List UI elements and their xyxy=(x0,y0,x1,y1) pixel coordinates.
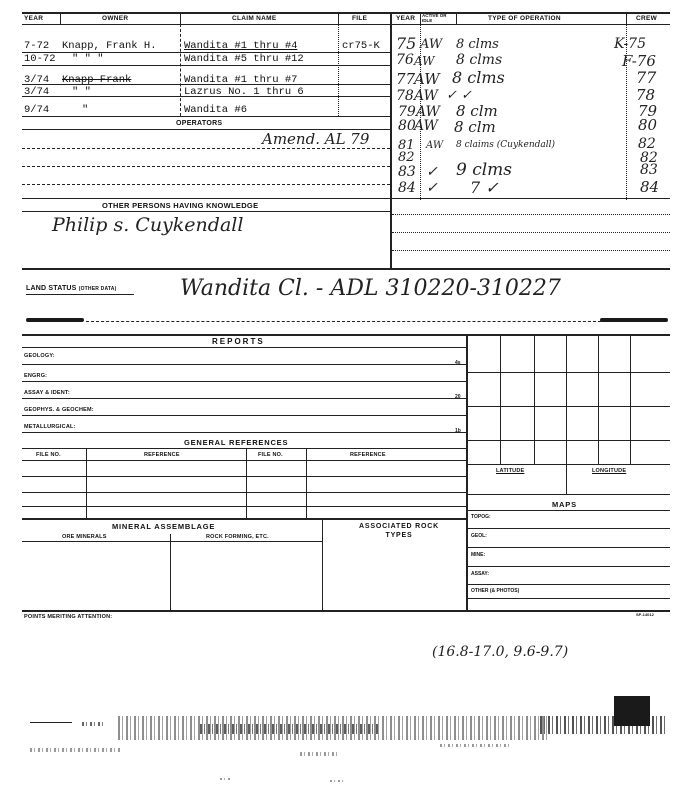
operators-label: OPERATORS xyxy=(176,120,223,127)
claim-year: 9/74 xyxy=(24,104,50,116)
land-status-label xyxy=(26,285,116,292)
op-year: 84 xyxy=(398,180,416,196)
claim-name: Wandita #1 thru #4 xyxy=(184,40,298,52)
latitude-label: LATITUDE xyxy=(496,468,525,474)
land-status-title: LAND STATUS xyxy=(26,285,77,292)
header-active-idle: ACTIVE OR IDLE xyxy=(422,13,447,23)
header-year-2: YEAR xyxy=(396,15,416,22)
op-crew: F-76 xyxy=(622,52,656,70)
maps-title: MAPS xyxy=(552,500,577,509)
op-crew: K-75 xyxy=(614,36,646,52)
claim-owner: Knapp, Frank H. xyxy=(62,40,157,52)
coordinates-note: (16.8-17.0, 9.6-9.7) xyxy=(432,644,569,660)
op-status: AW xyxy=(414,70,440,88)
op-year: 75 xyxy=(396,34,417,53)
map-item: GEOL: xyxy=(471,533,487,539)
op-type: 9 clms xyxy=(456,160,513,180)
claim-owner: " " xyxy=(72,86,91,98)
report-label: ENGRG: xyxy=(24,373,48,379)
other-persons-label: OTHER PERSONS HAVING KNOWLEDGE xyxy=(102,201,259,210)
op-crew: 82 xyxy=(638,136,656,152)
op-type: 8 clms xyxy=(456,52,503,68)
ore-minerals: ORE MINERALS xyxy=(62,534,107,540)
header-crew: CREW xyxy=(636,15,658,22)
op-status: ✓ xyxy=(426,180,438,196)
op-crew: 84 xyxy=(640,178,660,196)
operators-value: Amend. AL 79 xyxy=(262,130,370,148)
map-item: ASSAY: xyxy=(471,571,490,577)
land-status-value: Wandita Cl. - ADL 310220-310227 xyxy=(180,276,561,301)
report-num: 1b xyxy=(455,428,461,434)
claim-name: Wandita #6 xyxy=(184,104,248,116)
op-status: AW xyxy=(414,88,438,104)
op-crew: 77 xyxy=(636,68,657,87)
map-item: TOPOG: xyxy=(471,514,491,520)
form-code: SP-14012 xyxy=(636,612,654,617)
gr-reference-2: REFERENCE xyxy=(350,452,386,458)
op-year: 82 xyxy=(398,150,415,165)
report-label: GEOPHYS. & GEOCHEM: xyxy=(24,407,94,413)
header-year: YEAR xyxy=(24,15,44,22)
op-type: 8 clms xyxy=(452,68,505,87)
other-persons-value: Philip s. Cuykendall xyxy=(52,214,244,236)
redaction-mark xyxy=(26,318,84,322)
report-label: ASSAY & IDENT: xyxy=(24,390,70,396)
map-item: OTHER (& PHOTOS) xyxy=(471,588,520,594)
report-num: 20 xyxy=(455,394,461,400)
header-type-of-operation: TYPE OF OPERATION xyxy=(488,15,561,22)
op-status: ✓ xyxy=(426,164,438,180)
claim-year: 7-72 xyxy=(24,40,50,52)
claim-owner: " " " xyxy=(72,53,104,65)
claim-file: cr75-K xyxy=(342,40,380,52)
op-year: 81 xyxy=(398,138,415,153)
gr-file-no: FILE NO. xyxy=(36,452,61,458)
op-crew: 79 xyxy=(638,102,658,120)
op-year: 79 xyxy=(398,104,416,120)
associated-rock-types: ASSOCIATED ROCK TYPES xyxy=(359,523,439,539)
general-references-title: GENERAL REFERENCES xyxy=(184,438,289,447)
op-type: 7 ✓ xyxy=(470,178,499,197)
claim-name: Wandita #1 thru #7 xyxy=(184,74,298,86)
reports-title: REPORTS xyxy=(212,337,265,346)
op-year: 83 xyxy=(398,164,416,180)
claim-owner: Knapp Frank xyxy=(62,74,132,86)
claim-name: Wandita #5 thru #12 xyxy=(184,53,304,65)
claim-name: Lazrus No. 1 thru 6 xyxy=(184,86,304,98)
op-type: 8 claims (Cuykendall) xyxy=(456,140,556,150)
op-status: AW xyxy=(416,104,440,120)
gr-reference: REFERENCE xyxy=(144,452,180,458)
map-item: MINE: xyxy=(471,552,486,558)
op-status: AW xyxy=(426,140,444,151)
claim-year: 3/74 xyxy=(24,74,50,86)
op-year: 78 xyxy=(396,88,414,104)
op-crew: 80 xyxy=(638,116,658,134)
op-status: AW xyxy=(420,37,443,52)
report-num: 4s xyxy=(455,360,461,366)
points-meriting-attention: POINTS MERITING ATTENTION: xyxy=(24,614,113,620)
header-claim-name: CLAIM NAME xyxy=(232,15,277,22)
op-crew: 78 xyxy=(636,86,656,104)
op-year: 76 xyxy=(396,52,414,68)
mineral-assemblage-title: MINERAL ASSEMBLAGE xyxy=(112,522,216,531)
claim-year: 3/74 xyxy=(24,86,50,98)
redaction-mark xyxy=(600,318,668,322)
report-label: METALLURGICAL: xyxy=(24,424,76,430)
op-crew: 82 xyxy=(640,150,658,166)
op-type: 8 clms xyxy=(456,37,499,52)
op-year: 77 xyxy=(396,70,416,88)
land-status-sub: (OTHER DATA) xyxy=(78,286,117,292)
header-owner: OWNER xyxy=(102,15,129,22)
op-type: 8 clm xyxy=(454,118,496,136)
op-status: AW xyxy=(414,118,438,134)
claim-owner: " xyxy=(82,104,89,116)
op-year: 80 xyxy=(398,118,416,134)
op-type: ✓ ✓ xyxy=(446,88,472,103)
header-file: FILE xyxy=(352,15,368,22)
op-type: 8 clm xyxy=(456,102,498,120)
rock-forming: ROCK FORMING, ETC. xyxy=(206,534,269,540)
report-label: GEOLOGY: xyxy=(24,353,55,359)
op-status: AW xyxy=(414,54,435,68)
op-crew: 83 xyxy=(640,162,658,178)
gr-file-no-2: FILE NO. xyxy=(258,452,283,458)
claim-year: 10-72 xyxy=(24,53,56,65)
longitude-label: LONGITUDE xyxy=(592,468,627,474)
